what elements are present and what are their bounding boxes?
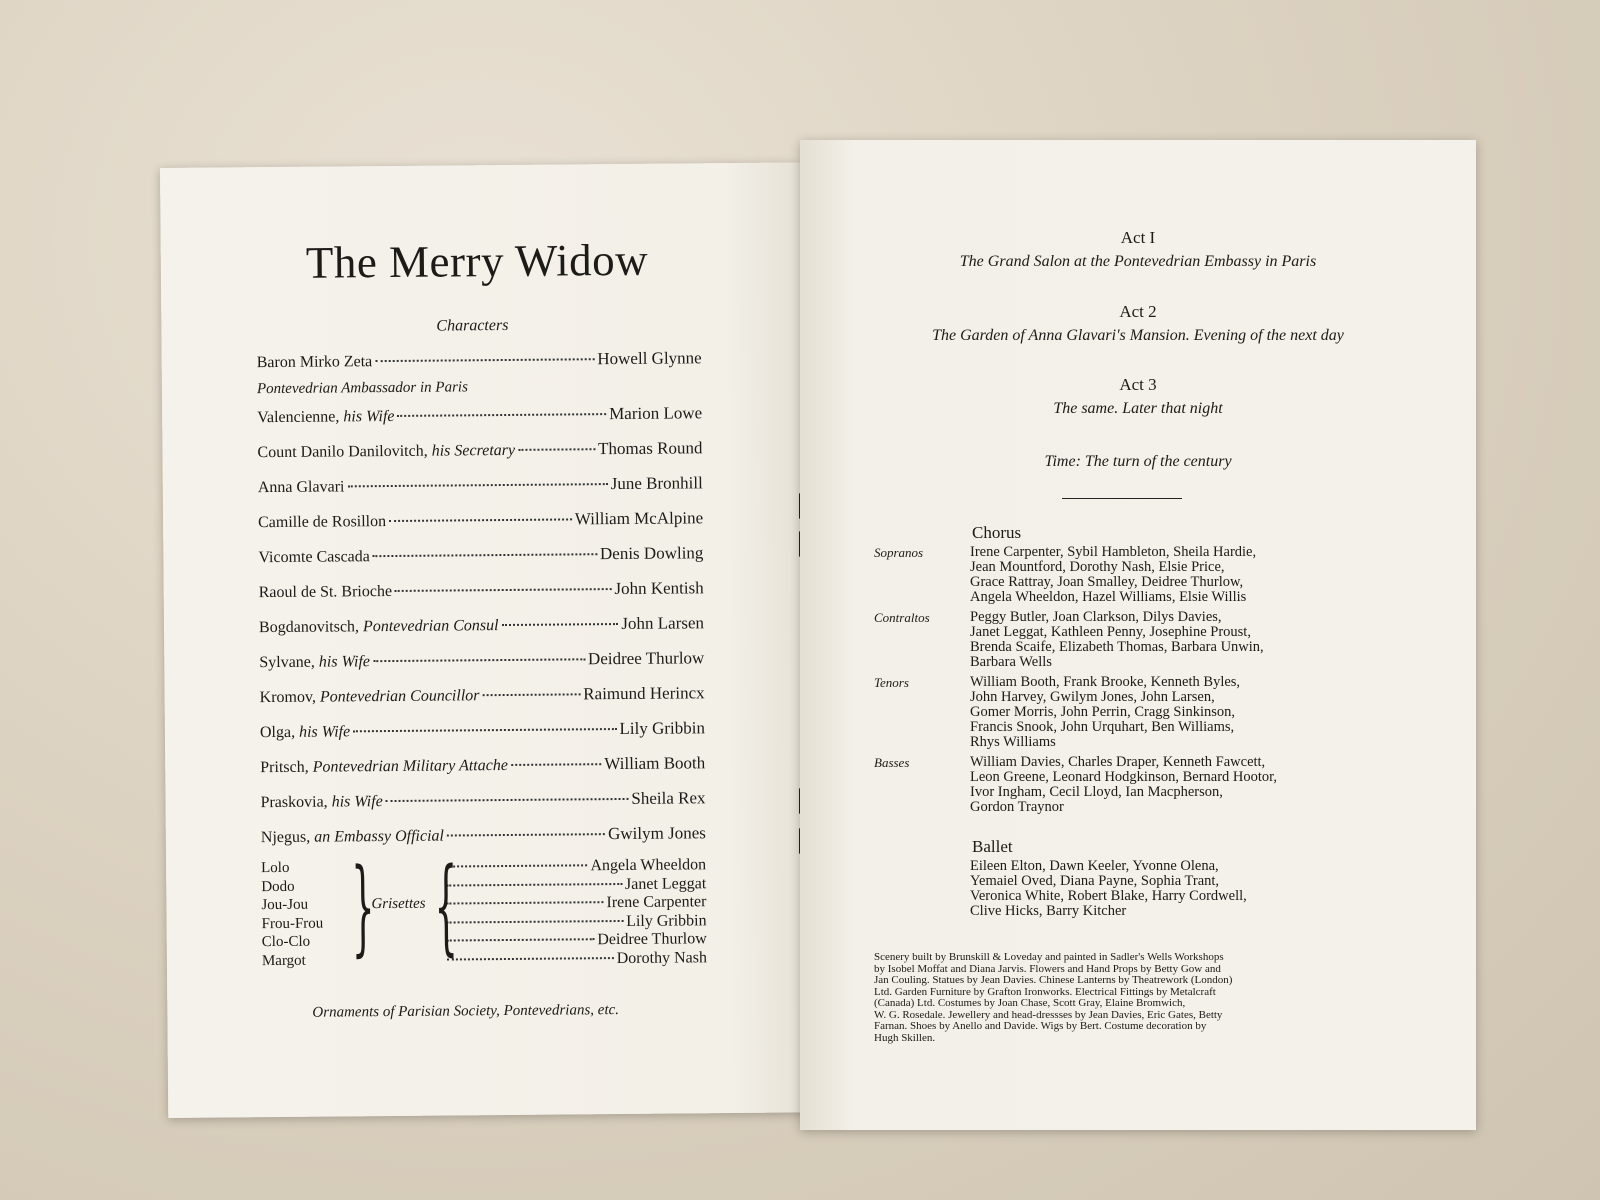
character-description: his Wife [318, 653, 371, 671]
cast-row [260, 753, 705, 777]
character-description: his Secretary [431, 441, 516, 460]
actor-name: Howell Glynne [597, 348, 702, 369]
dot-leader [395, 588, 611, 592]
ballet-line: Yemaiel Oved, Diana Payne, Sophia Trant, [970, 873, 1220, 889]
cast-row [257, 438, 702, 462]
ballet-line: Veronica White, Robert Blake, Harry Cordwell, [970, 888, 1247, 904]
actor-name: Raimund Herincx [583, 683, 705, 704]
dot-leader [482, 693, 580, 696]
grisettes-label: Grisettes [371, 895, 426, 913]
chorus-names [970, 545, 1390, 605]
chorus-line: Rhys Williams [970, 734, 1056, 750]
character-name: Kromov, [259, 688, 316, 707]
actor-name: June Bronhill [610, 473, 703, 494]
actor-name: Gwilym Jones [607, 823, 706, 844]
chorus-line: William Davies, Charles Draper, Kenneth Fawcett, [970, 754, 1266, 770]
dot-leader [511, 763, 601, 766]
dot-leader [386, 798, 629, 802]
cast-row [257, 348, 702, 372]
dot-leader [373, 658, 585, 662]
grisette-role: Lolo [261, 859, 290, 877]
character-description: Pontevedrian Consul [362, 617, 499, 636]
character-name: Anna Glavari [257, 478, 345, 497]
act-setting: The Grand Salon at the Pontevedrian Embassy in Paris [959, 253, 1317, 270]
grisette-actor-row [447, 930, 707, 950]
actor-name: William McAlpine [574, 508, 704, 529]
voice-label: Contraltos [874, 610, 930, 625]
credit-line: by Isobel Moffat and Diana Jarvis. Flowers and Hand Props by Betty Gow and [874, 962, 1221, 975]
dot-leader [502, 623, 619, 626]
dot-leader [373, 553, 597, 557]
chorus-line: Leon Greene, Leonard Hodgkinson, Bernard Hootor, [970, 769, 1278, 785]
actor-name: John Larsen [621, 613, 705, 633]
character-name: Baron Mirko Zeta [256, 353, 373, 372]
actor-name: Deidree Thurlow [597, 930, 707, 949]
character-name: Raoul de St. Brioche [258, 582, 393, 602]
actor-name: Marion Lowe [609, 403, 703, 424]
dot-leader [446, 864, 587, 867]
credit-line: Scenery built by Brunskill & Loveday and painted in Sadler's Wells Workshops [874, 951, 1224, 963]
grisette-actor-row [446, 875, 706, 895]
grisette-actor-row [447, 912, 707, 932]
ballet-line: Eileen Elton, Dawn Keeler, Yvonne Olena, [970, 858, 1219, 874]
credit-line: Ltd. Garden Furniture by Grafton Ironworks. Electrical Fittings by Metalcraft [874, 985, 1216, 998]
character-name: Olga, [259, 723, 296, 742]
ballet-line: Clive Hicks, Barry Kitcher [970, 903, 1127, 919]
dot-leader [518, 448, 595, 451]
character-name: Sylvane, [259, 653, 315, 672]
cast-row [260, 683, 705, 707]
chorus-line: Gordon Traynor [970, 799, 1064, 815]
chorus-line: Gomer Morris, John Perrin, Cragg Sinkinson, [970, 704, 1236, 720]
actor-name: Dorothy Nash [616, 948, 707, 967]
character-description: Pontevedrian Councillor [319, 687, 480, 706]
chorus-line: Peggy Butler, Joan Clarkson, Dilys Davies, [970, 609, 1222, 625]
chorus-names [970, 755, 1390, 815]
chorus-line: Angela Wheeldon, Hazel Williams, Elsie Willis [970, 589, 1247, 605]
credit-line: (Canada) Ltd. Costumes by Joan Chase, Scott Gray, Elaine Bromwich, [874, 997, 1186, 1009]
programme-title: The Merry Widow [305, 234, 649, 288]
act-title: Act I [1120, 228, 1156, 247]
dot-leader [375, 358, 594, 362]
cast-row [257, 403, 702, 427]
character-name: Count Danilo Danilovitch, [257, 442, 428, 462]
cast-row [260, 718, 705, 742]
chorus-line: Irene Carpenter, Sybil Hambleton, Sheila Hardie, [970, 544, 1257, 560]
ornaments-line: Ornaments of Parisian Society, Pontevedrians, etc. [312, 1002, 620, 1021]
voice-label: Sopranos [874, 545, 924, 560]
act-title: Act 3 [1119, 375, 1157, 394]
act-setting: The same. Later that night [1053, 400, 1223, 417]
ballet-names [970, 859, 1390, 919]
dot-leader [347, 483, 607, 487]
dot-leader [447, 938, 595, 941]
actor-name: Denis Dowling [599, 543, 704, 564]
actor-name: Janet Leggat [624, 874, 707, 893]
actor-name: Lily Gribbin [626, 911, 707, 930]
cast-row [259, 578, 704, 602]
production-credits [874, 952, 1364, 1044]
character-description: Pontevedrian Military Attache [312, 756, 508, 776]
characters-heading: Characters [436, 316, 509, 335]
chorus-names [970, 610, 1390, 670]
dot-leader [447, 833, 605, 836]
cast-row [258, 543, 703, 567]
grisette-actor-row [446, 893, 706, 913]
zeta-subtitle: Pontevedrian Ambassador in Paris [256, 379, 468, 398]
grisette-role: Clo-Clo [261, 933, 311, 951]
voice-label: Basses [874, 755, 910, 770]
character-name: Valencienne, [257, 408, 340, 427]
character-name: Njegus, [260, 828, 311, 847]
character-description: his Wife [343, 407, 395, 426]
chorus-line: Barbara Wells [970, 654, 1052, 670]
credit-line: W. G. Rosedale. Jewellery and head-dressses by Jean Davies, Eric Gates, Betty [874, 1008, 1223, 1021]
act-title: Act 2 [1119, 302, 1157, 321]
chorus-line: Ivor Ingham, Cecil Lloyd, Ian Macpherson, [970, 784, 1223, 800]
dot-leader [397, 413, 606, 417]
dot-leader [389, 518, 572, 522]
actor-name: William Booth [604, 753, 706, 774]
character-name: Bogdanovitsch, [258, 618, 360, 637]
chorus-names [970, 675, 1390, 750]
grisette-actor-row [446, 856, 706, 876]
chorus-line: Francis Snook, John Urquhart, Ben Williams, [970, 719, 1235, 735]
grisette-role: Dodo [261, 878, 295, 895]
actor-name: Irene Carpenter [606, 893, 707, 912]
time-line: Time: The turn of the century [1044, 453, 1232, 470]
credit-line: Hugh Skillen. [874, 1031, 936, 1044]
cast-row [258, 473, 703, 497]
credit-line: Farnan. Shoes by Anello and Davide. Wigs by Bert. Costume decoration by [874, 1020, 1207, 1032]
right-page [800, 140, 1476, 1130]
dot-leader [447, 919, 624, 923]
actor-name: Deidree Thurlow [587, 648, 705, 669]
actor-name: Angela Wheeldon [590, 856, 707, 875]
dot-leader [353, 728, 616, 732]
dot-leader [446, 882, 622, 886]
right-brace: { [433, 844, 459, 967]
divider-rule [1062, 498, 1182, 499]
dot-leader [447, 957, 614, 960]
chorus-line: John Harvey, Gwilym Jones, John Larsen, [970, 689, 1215, 705]
grisette-role: Frou-Frou [261, 915, 324, 932]
voice-label: Tenors [874, 675, 909, 690]
character-name: Pritsch, [260, 758, 309, 777]
cast-row [261, 823, 706, 847]
character-description: an Embassy Official [314, 827, 445, 846]
grisette-actor-row [447, 949, 707, 969]
chorus-line: Jean Mountford, Dorothy Nash, Elsie Price, [970, 559, 1225, 575]
chorus-line: Grace Rattray, Joan Smalley, Deidree Thurlow, [970, 574, 1244, 590]
act-setting: The Garden of Anna Glavari's Mansion. Evening of the next day [932, 327, 1344, 344]
character-name: Praskovia, [260, 793, 328, 812]
chorus-line: Brenda Scaife, Elizabeth Thomas, Barbara Unwin, [970, 639, 1264, 655]
left-page [160, 162, 808, 1118]
chorus-line: Janet Leggat, Kathleen Penny, Josephine Proust, [970, 624, 1251, 640]
actor-name: Sheila Rex [631, 788, 706, 808]
cast-row [258, 508, 703, 532]
grisette-role: Margot [261, 952, 306, 969]
cast-row [259, 613, 704, 637]
ballet-heading: Ballet [972, 837, 1013, 856]
chorus-line: William Booth, Frank Brooke, Kenneth Byles, [970, 674, 1241, 690]
grisette-role: Jou-Jou [261, 896, 309, 914]
cast-row [260, 788, 705, 812]
left-brace: } [350, 845, 376, 968]
actor-name: John Kentish [614, 578, 704, 599]
dot-leader [446, 901, 603, 904]
cast-row [259, 648, 704, 672]
character-description: his Wife [331, 793, 383, 811]
credit-line: Jan Couling. Statues by Jean Davies. Chinese Lanterns by Theatrework (London) [874, 974, 1233, 986]
chorus-heading: Chorus [972, 523, 1022, 542]
character-name: Camille de Rosillon [258, 513, 387, 532]
actor-name: Thomas Round [598, 438, 703, 459]
character-description: his Wife [298, 723, 351, 741]
actor-name: Lily Gribbin [619, 718, 705, 739]
character-name: Vicomte Cascada [258, 548, 370, 567]
